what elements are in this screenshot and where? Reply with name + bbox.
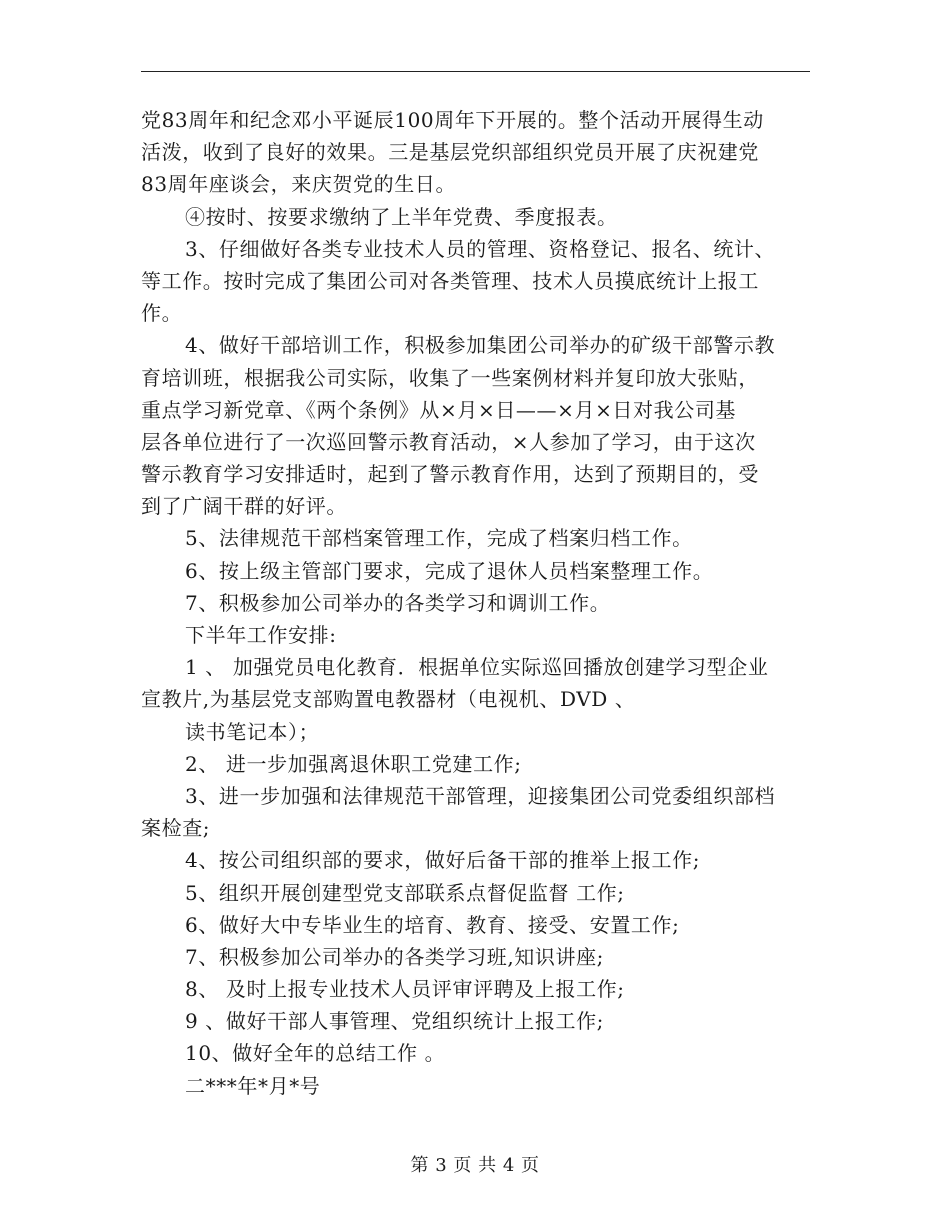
paragraph-line: 9 、做好干部人事管理、党组织统计上报工作;	[185, 1009, 605, 1034]
header-rule	[141, 71, 810, 72]
paragraph-line: 6、按上级主管部门要求，完成了退休人员档案整理工作。	[185, 558, 714, 583]
paragraph-line: 5、组织开展创建型党支部联系点督促监督 工作;	[185, 880, 625, 905]
page-number-footer: 第 3 页 共 4 页	[410, 1155, 540, 1176]
paragraph-line: 重点学习新党章、《两个条例》从×月×日——×月×日对我公司基	[141, 397, 737, 422]
paragraph-line: 层各单位进行了一次巡回警示教育活动，×人参加了学习，由于这次	[141, 429, 756, 454]
paragraph-line: 4、按公司组织部的要求，做好后备干部的推举上报工作;	[185, 848, 701, 873]
paragraph-line: 二***年*月*号	[185, 1073, 321, 1098]
paragraph-line: 7、积极参加公司举办的各类学习班,知识讲座;	[185, 944, 605, 969]
paragraph-line: 下半年工作安排:	[185, 623, 337, 647]
paragraph-line: 到了广阔干群的好评。	[141, 494, 347, 519]
paragraph-line: 育培训班，根据我公司实际，收集了一些案例材料并复印放大张贴，	[141, 365, 759, 390]
paragraph-line: 7、积极参加公司举办的各类学习和调训工作。	[185, 590, 611, 615]
paragraph-line: ④按时、按要求缴纳了上半年党费、季度报表。	[185, 204, 618, 229]
paragraph-line: 作。	[141, 301, 183, 326]
paragraph-line: 等工作。按时完成了集团公司对各类管理、技术人员摸底统计上报工	[141, 268, 759, 293]
paragraph-line: 读书笔记本）；	[185, 719, 320, 744]
paragraph-line: 6、做好大中专毕业生的培育、教育、接受、安置工作;	[185, 912, 680, 937]
paragraph-line: 83周年座谈会，来庆贺党的生日。	[141, 172, 457, 197]
paragraph-line: 1 、 加强党员电化教育．根据单位实际巡回播放创建学习型企业	[185, 655, 769, 680]
paragraph-line: 案检查;	[141, 816, 211, 841]
paragraph-line: 10、做好全年的总结工作 。	[185, 1041, 446, 1066]
paragraph-line: 活泼，收到了良好的效果。三是基层党织部组织党员开展了庆祝建党	[141, 140, 759, 165]
document-body	[141, 104, 811, 1102]
paragraph-line: 4、做好干部培训工作，积极参加集团公司举办的矿级干部警示教	[185, 333, 776, 358]
paragraph-line: 党83周年和纪念邓小平诞辰100周年下开展的。整个活动开展得生动	[141, 108, 764, 132]
paragraph-line: 8、 及时上报专业技术人员评审评聘及上报工作;	[185, 977, 625, 1002]
paragraph-line: 5、法律规范干部档案管理工作，完成了档案归档工作。	[185, 526, 693, 551]
paragraph-line: 宣教片,为基层党支部购置电教器材（电视机、DVD 、	[141, 687, 636, 712]
paragraph-line: 3、仔细做好各类专业技术人员的管理、资格登记、报名、统计、	[185, 236, 776, 261]
paragraph-line: 警示教育学习安排适时，起到了警示教育作用，达到了预期目的，受	[141, 462, 759, 487]
paragraph-line: 2、 进一步加强离退休职工党建工作;	[185, 751, 522, 776]
paragraph-line: 3、进一步加强和法律规范干部管理，迎接集团公司党委组织部档	[185, 783, 776, 808]
